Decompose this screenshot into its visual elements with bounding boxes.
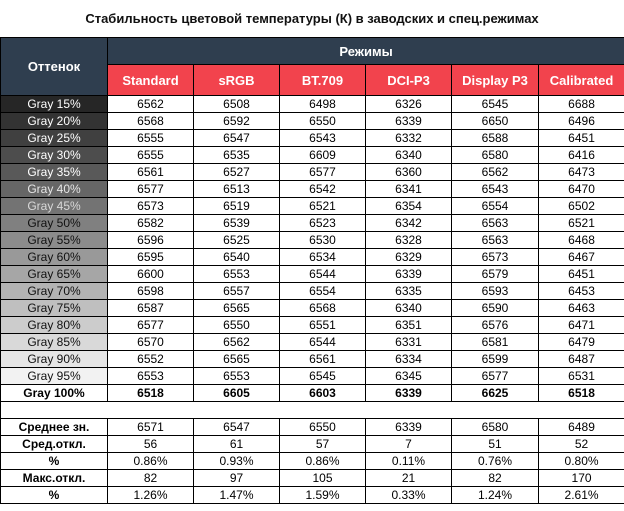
table-row	[1, 300, 624, 317]
stat-label: Сред.откл.	[1, 436, 108, 453]
temperature-cell: 6555	[108, 130, 194, 147]
temperature-cell: 6518	[539, 385, 624, 402]
temperature-cell: 6531	[539, 368, 624, 385]
temperature-cell: 6605	[194, 385, 280, 402]
temperature-cell: 6527	[194, 164, 280, 181]
temperature-cell: 6453	[539, 283, 624, 300]
temperature-cell: 6552	[108, 351, 194, 368]
stat-label: Среднее зн.	[1, 419, 108, 436]
table-row	[1, 368, 624, 385]
stat-row	[1, 470, 624, 487]
stat-cell: 6547	[194, 419, 280, 436]
stat-label: Макс.откл.	[1, 470, 108, 487]
stat-cell: 170	[539, 470, 624, 487]
temperature-cell: 6565	[194, 300, 280, 317]
temperature-cell: 6600	[108, 266, 194, 283]
temperature-cell: 6650	[452, 113, 539, 130]
temperature-cell: 6339	[366, 113, 452, 130]
stat-cell: 0.11%	[366, 453, 452, 470]
mode-header: Calibrated	[539, 65, 624, 96]
stat-cell: 51	[452, 436, 539, 453]
stat-label: %	[1, 487, 108, 504]
stat-cell: 6550	[280, 419, 366, 436]
stat-cell: 105	[280, 470, 366, 487]
temperature-cell: 6463	[539, 300, 624, 317]
separator-row	[1, 402, 624, 419]
temperature-cell: 6581	[452, 334, 539, 351]
stat-row	[1, 487, 624, 504]
temperature-cell: 6561	[108, 164, 194, 181]
table-row	[1, 215, 624, 232]
stat-cell: 6580	[452, 419, 539, 436]
stat-cell: 0.86%	[108, 453, 194, 470]
temperature-cell: 6339	[366, 266, 452, 283]
temperature-cell: 6329	[366, 249, 452, 266]
table-row	[1, 96, 624, 113]
temperature-cell: 6563	[452, 232, 539, 249]
temperature-cell: 6530	[280, 232, 366, 249]
temperature-cell: 6568	[108, 113, 194, 130]
temperature-cell: 6540	[194, 249, 280, 266]
temperature-cell: 6543	[452, 181, 539, 198]
table-row	[1, 351, 624, 368]
gray-level-label: Gray 40%	[1, 181, 108, 198]
temperature-cell: 6599	[452, 351, 539, 368]
table-row	[1, 334, 624, 351]
temperature-cell: 6521	[280, 198, 366, 215]
temperature-cell: 6543	[280, 130, 366, 147]
temperature-cell: 6557	[194, 283, 280, 300]
stat-cell: 82	[108, 470, 194, 487]
temperature-cell: 6563	[452, 215, 539, 232]
temperature-cell: 6331	[366, 334, 452, 351]
temperature-cell: 6341	[366, 181, 452, 198]
temperature-cell: 6561	[280, 351, 366, 368]
temperature-cell: 6416	[539, 147, 624, 164]
temperature-cell: 6451	[539, 130, 624, 147]
stat-cell: 21	[366, 470, 452, 487]
temperature-cell: 6360	[366, 164, 452, 181]
temperature-cell: 6523	[280, 215, 366, 232]
temperature-cell: 6340	[366, 147, 452, 164]
temperature-cell: 6593	[452, 283, 539, 300]
temperature-cell: 6551	[280, 317, 366, 334]
temperature-cell: 6576	[452, 317, 539, 334]
temperature-cell: 6335	[366, 283, 452, 300]
table-title: Стабильность цветовой температуры (К) в заводских и спец.режимах	[85, 11, 539, 26]
temperature-cell: 6340	[366, 300, 452, 317]
stat-row	[1, 436, 624, 453]
temperature-cell: 6587	[108, 300, 194, 317]
temperature-cell: 6470	[539, 181, 624, 198]
table-row	[1, 266, 624, 283]
temperature-cell: 6328	[366, 232, 452, 249]
table-row	[1, 181, 624, 198]
gray-level-label: Gray 35%	[1, 164, 108, 181]
temperature-cell: 6580	[452, 147, 539, 164]
temperature-cell: 6487	[539, 351, 624, 368]
temperature-cell: 6513	[194, 181, 280, 198]
gray-level-label: Gray 60%	[1, 249, 108, 266]
temperature-cell: 6588	[452, 130, 539, 147]
stat-cell: 0.33%	[366, 487, 452, 504]
temperature-cell: 6592	[194, 113, 280, 130]
table-row	[1, 113, 624, 130]
temperature-cell: 6518	[108, 385, 194, 402]
temperature-cell: 6562	[108, 96, 194, 113]
table-row	[1, 164, 624, 181]
temperature-cell: 6590	[452, 300, 539, 317]
temperature-cell: 6550	[280, 113, 366, 130]
temperature-cell: 6334	[366, 351, 452, 368]
mode-header: Standard	[108, 65, 194, 96]
temperature-cell: 6471	[539, 317, 624, 334]
table-row	[1, 283, 624, 300]
stat-row	[1, 453, 624, 470]
separator	[1, 402, 624, 419]
temperature-cell: 6544	[280, 334, 366, 351]
color-temperature-table	[0, 37, 624, 504]
mode-header: BT.709	[280, 65, 366, 96]
stat-cell: 57	[280, 436, 366, 453]
gray-level-label: Gray 90%	[1, 351, 108, 368]
temperature-cell: 6498	[280, 96, 366, 113]
gray-level-label: Gray 85%	[1, 334, 108, 351]
stat-cell: 7	[366, 436, 452, 453]
temperature-cell: 6539	[194, 215, 280, 232]
temperature-cell: 6479	[539, 334, 624, 351]
temperature-cell: 6519	[194, 198, 280, 215]
temperature-cell: 6577	[452, 368, 539, 385]
stat-cell: 1.47%	[194, 487, 280, 504]
temperature-cell: 6562	[452, 164, 539, 181]
stat-cell: 97	[194, 470, 280, 487]
temperature-cell: 6579	[452, 266, 539, 283]
table-row	[1, 232, 624, 249]
temperature-cell: 6545	[452, 96, 539, 113]
temperature-cell: 6565	[194, 351, 280, 368]
table-row	[1, 198, 624, 215]
shade-column-header: Оттенок	[1, 38, 108, 96]
temperature-cell: 6332	[366, 130, 452, 147]
temperature-cell: 6609	[280, 147, 366, 164]
temperature-cell: 6595	[108, 249, 194, 266]
table-row	[1, 317, 624, 334]
temperature-cell: 6451	[539, 266, 624, 283]
stat-cell: 56	[108, 436, 194, 453]
temperature-cell: 6508	[194, 96, 280, 113]
gray-level-label: Gray 25%	[1, 130, 108, 147]
gray-level-label: Gray 80%	[1, 317, 108, 334]
temperature-cell: 6688	[539, 96, 624, 113]
temperature-cell: 6603	[280, 385, 366, 402]
temperature-cell: 6542	[280, 181, 366, 198]
stat-cell: 52	[539, 436, 624, 453]
temperature-cell: 6473	[539, 164, 624, 181]
mode-header: Display P3	[452, 65, 539, 96]
temperature-cell: 6554	[280, 283, 366, 300]
temperature-cell: 6553	[194, 266, 280, 283]
mode-header: DCI-P3	[366, 65, 452, 96]
stat-cell: 1.24%	[452, 487, 539, 504]
stat-cell: 61	[194, 436, 280, 453]
stat-row	[1, 419, 624, 436]
temperature-cell: 6547	[194, 130, 280, 147]
temperature-cell: 6577	[280, 164, 366, 181]
gray-level-label: Gray 30%	[1, 147, 108, 164]
temperature-cell: 6568	[280, 300, 366, 317]
gray-level-label: Gray 75%	[1, 300, 108, 317]
temperature-cell: 6339	[366, 385, 452, 402]
gray-level-label: Gray 45%	[1, 198, 108, 215]
temperature-cell: 6502	[539, 198, 624, 215]
temperature-cell: 6553	[108, 368, 194, 385]
temperature-cell: 6326	[366, 96, 452, 113]
stat-cell: 6571	[108, 419, 194, 436]
gray-level-label: Gray 95%	[1, 368, 108, 385]
temperature-cell: 6468	[539, 232, 624, 249]
stat-cell: 0.93%	[194, 453, 280, 470]
temperature-cell: 6573	[452, 249, 539, 266]
table-row	[1, 249, 624, 266]
temperature-cell: 6467	[539, 249, 624, 266]
temperature-cell: 6555	[108, 147, 194, 164]
temperature-cell: 6577	[108, 317, 194, 334]
temperature-cell: 6534	[280, 249, 366, 266]
table-row	[1, 385, 624, 402]
stat-cell: 82	[452, 470, 539, 487]
temperature-cell: 6553	[194, 368, 280, 385]
table-row	[1, 147, 624, 164]
gray-level-label: Gray 65%	[1, 266, 108, 283]
stat-cell: 0.80%	[539, 453, 624, 470]
temperature-cell: 6535	[194, 147, 280, 164]
stat-cell: 6339	[366, 419, 452, 436]
temperature-cell: 6545	[280, 368, 366, 385]
stat-cell: 1.59%	[280, 487, 366, 504]
table-row	[1, 130, 624, 147]
stat-cell: 1.26%	[108, 487, 194, 504]
temperature-cell: 6554	[452, 198, 539, 215]
temperature-cell: 6625	[452, 385, 539, 402]
temperature-cell: 6544	[280, 266, 366, 283]
gray-level-label: Gray 100%	[1, 385, 108, 402]
stat-cell: 0.76%	[452, 453, 539, 470]
stat-cell: 6489	[539, 419, 624, 436]
table-body	[1, 96, 624, 504]
mode-header: sRGB	[194, 65, 280, 96]
stat-cell: 2.61%	[539, 487, 624, 504]
stat-label: %	[1, 453, 108, 470]
temperature-cell: 6525	[194, 232, 280, 249]
temperature-cell: 6345	[366, 368, 452, 385]
temperature-cell: 6570	[108, 334, 194, 351]
gray-level-label: Gray 15%	[1, 96, 108, 113]
temperature-cell: 6596	[108, 232, 194, 249]
temperature-cell: 6354	[366, 198, 452, 215]
temperature-cell: 6582	[108, 215, 194, 232]
temperature-cell: 6598	[108, 283, 194, 300]
gray-level-label: Gray 55%	[1, 232, 108, 249]
temperature-cell: 6351	[366, 317, 452, 334]
gray-level-label: Gray 20%	[1, 113, 108, 130]
gray-level-label: Gray 50%	[1, 215, 108, 232]
modes-header: Режимы	[108, 38, 624, 65]
temperature-cell: 6562	[194, 334, 280, 351]
temperature-cell: 6573	[108, 198, 194, 215]
temperature-cell: 6577	[108, 181, 194, 198]
temperature-cell: 6496	[539, 113, 624, 130]
temperature-cell: 6550	[194, 317, 280, 334]
temperature-cell: 6342	[366, 215, 452, 232]
gray-level-label: Gray 70%	[1, 283, 108, 300]
temperature-cell: 6521	[539, 215, 624, 232]
stat-cell: 0.86%	[280, 453, 366, 470]
